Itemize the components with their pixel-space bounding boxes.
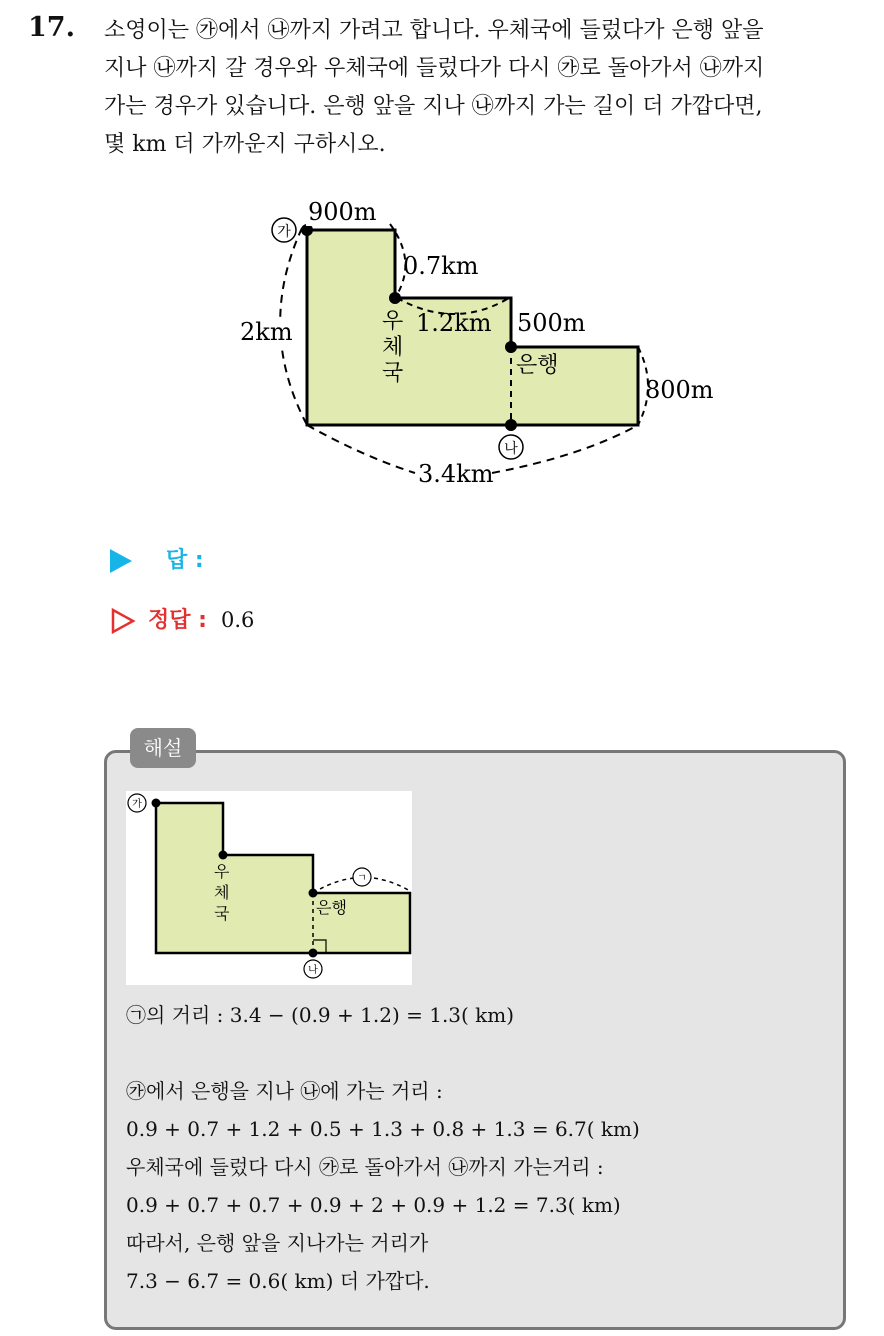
correct-answer-value: 0.6 (220, 608, 255, 632)
bottom-arc-dashed (307, 425, 415, 473)
post-office-label-2: 체 (382, 335, 404, 360)
correct-answer-label: 정답 : (148, 608, 207, 633)
question-line: 소영이는 ㉮에서 ㉯까지 가려고 합니다. 우체국에 들렀다가 은행 앞을 (104, 18, 764, 43)
explanation-bank-label: 은행 (316, 898, 347, 917)
drop2-length-label: 500m (517, 309, 586, 337)
question-text (104, 12, 864, 164)
answer-label: 답 : (166, 548, 204, 573)
explanation-line (126, 1034, 826, 1072)
arc-label: ㄱ (357, 873, 367, 884)
end-label: 나 (504, 441, 518, 457)
explanation-line: 0.9 + 0.7 + 0.7 + 0.9 + 2 + 0.9 + 1.2 = 7.3( km) (126, 1193, 621, 1217)
left-length-label: 2km (240, 318, 293, 346)
answer-row (110, 543, 204, 574)
outline-play-icon (110, 608, 136, 634)
drop1-length-label: 0.7km (403, 252, 479, 280)
explanation-text (126, 996, 826, 1300)
route-figure (230, 190, 750, 500)
bank-point (505, 341, 517, 353)
explanation-figure (126, 791, 412, 985)
start-label: 가 (277, 224, 291, 240)
bottom-length-label: 3.4km (418, 460, 494, 488)
explanation-post-office-3: 국 (214, 904, 230, 923)
post-office-label-1: 우 (382, 309, 404, 334)
top-length-label: 900m (308, 198, 377, 226)
explanation-end-label: 나 (308, 965, 318, 976)
explanation-line: ㉠의 거리 : 3.4 − (0.9 + 1.2) = 1.3( km) (126, 1003, 515, 1027)
explanation-start-label: 가 (132, 799, 142, 810)
explanation-start-point (152, 799, 161, 808)
step-length-label: 1.2km (416, 309, 492, 337)
explanation-post-office-1: 우 (214, 862, 230, 881)
explanation-region-shape (156, 803, 410, 953)
end-point (505, 419, 517, 431)
explanation-post-office-2: 체 (214, 883, 230, 902)
correct-answer-row (110, 603, 254, 634)
explanation-bank-point (309, 889, 318, 898)
explanation-line: ㉮에서 은행을 지나 ㉯에 가는 거리 : (126, 1079, 443, 1103)
explanation-tab: 해설 (130, 728, 196, 768)
post-office-label-3: 국 (382, 361, 404, 386)
explanation-end-point (309, 949, 318, 958)
question-line: 몇 km 더 가까운지 구하시오. (104, 132, 386, 157)
post-office-point (389, 292, 401, 304)
explanation-line: 0.9 + 0.7 + 1.2 + 0.5 + 1.3 + 0.8 + 1.3 = 6.7( km) (126, 1117, 640, 1141)
bank-label: 은행 (516, 353, 559, 378)
explanation-line: 따라서, 은행 앞을 지나가는 거리가 (126, 1231, 429, 1255)
question-line: 가는 경우가 있습니다. 은행 앞을 지나 ㉯까지 가는 길이 더 가깝다면, (104, 94, 763, 119)
play-icon (110, 549, 132, 573)
right-length-label: 800m (645, 376, 714, 404)
question-line: 지나 ㉯까지 갈 경우와 우체국에 들렀다가 다시 ㉮로 돌아가서 ㉯까지 (104, 56, 765, 81)
explanation-post-office-point (219, 851, 228, 860)
question-number: 17. (28, 12, 75, 43)
explanation-line: 우체국에 들렀다 다시 ㉮로 돌아가서 ㉯까지 가는거리 : (126, 1155, 604, 1179)
explanation-line: 7.3 − 6.7 = 0.6( km) 더 가깝다. (126, 1269, 430, 1293)
